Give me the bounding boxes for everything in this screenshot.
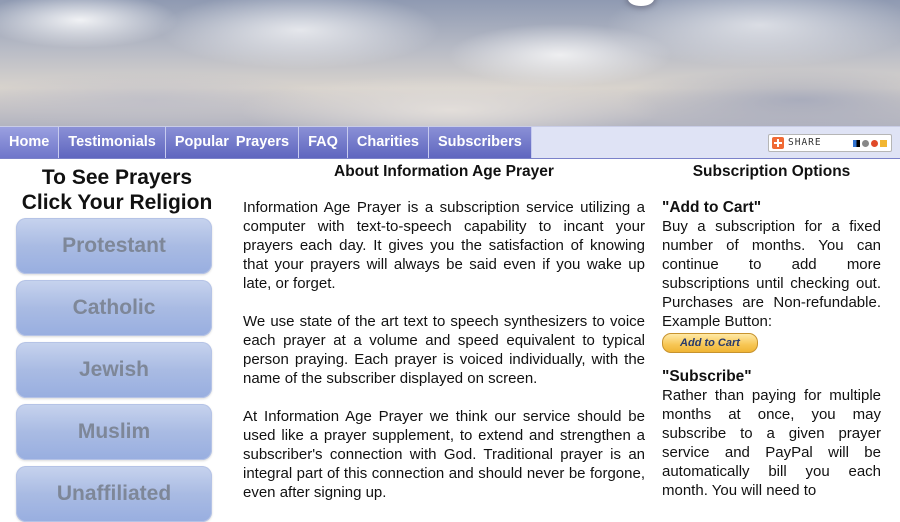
sky-banner (0, 0, 900, 126)
subscription-options (662, 162, 881, 500)
nav-tabs (0, 127, 532, 158)
religion-heading (12, 165, 222, 215)
nav-tab-subscribers[interactable]: Subscribers (429, 127, 532, 158)
sun-glow (628, 0, 654, 6)
nav-tab-home[interactable]: Home (0, 127, 59, 158)
about-title: About Information Age Prayer (334, 163, 554, 180)
religion-button-muslim[interactable]: Muslim (16, 404, 212, 460)
add-to-cart-text: Buy a subscription for a fixed number of months. You can continue to add more subscriptions until checking out. Purchases are Non-refundable. Example Button: (662, 218, 881, 330)
religion-panel (12, 165, 222, 215)
add-to-cart-heading: "Add to Cart" (662, 199, 762, 216)
nav-tab-faq[interactable]: FAQ (299, 127, 348, 158)
about-paragraph-1: Information Age Prayer is a subscription service utilizing a computer with text-to-speech capability to incant your prayers each day. It gives you the satisfaction of knowing that your prayers will always be said even if you wake up late, or forget. (243, 199, 645, 292)
about-paragraph-3: At Information Age Prayer we think our service should be used like a prayer supplement, to extend and strengthen a subscriber's connection with God. Traditional prayer is an integral part of this connection and should never be forgone, even after signing up. (243, 408, 645, 501)
share-label: SHARE (788, 137, 822, 148)
religion-button-jewish[interactable]: Jewish (16, 342, 212, 398)
subscription-title: Subscription Options (692, 163, 851, 180)
about-section (243, 162, 645, 521)
main-nav (0, 126, 900, 159)
about-paragraph-2: We use state of the art text to speech synthesizers to voice each prayer at a volume and speed equivalent to typical person praying. Each prayer is voiced individually, with the name of the subscriber displayed on screen. (243, 313, 645, 387)
nav-tab-testimonials[interactable]: Testimonials (59, 127, 166, 158)
add-to-cart-button[interactable]: Add to Cart (662, 333, 758, 353)
nav-tab-popular-prayers[interactable]: Popular Prayers (166, 127, 299, 158)
share-button[interactable] (768, 134, 892, 152)
subscribe-text: Rather than paying for multiple months at once, you may subscribe to a given prayer service and PayPal will be automatically bill you each month. You will need to (662, 387, 881, 499)
social-icons (853, 140, 887, 147)
religion-button-unaffiliated[interactable]: Unaffiliated (16, 466, 212, 522)
religion-heading-line1: To See Prayers (41, 166, 193, 189)
favorite-icon (880, 140, 887, 147)
share-plus-icon (772, 137, 784, 149)
subscribe-heading: "Subscribe" (662, 368, 752, 385)
digg-icon (862, 140, 869, 147)
delicious-icon (853, 140, 860, 147)
religion-heading-line2: Click Your Religion (21, 191, 213, 214)
religion-button-catholic[interactable]: Catholic (16, 280, 212, 336)
nav-tab-charities[interactable]: Charities (348, 127, 429, 158)
religion-button-protestant[interactable]: Protestant (16, 218, 212, 274)
stumble-icon (871, 140, 878, 147)
